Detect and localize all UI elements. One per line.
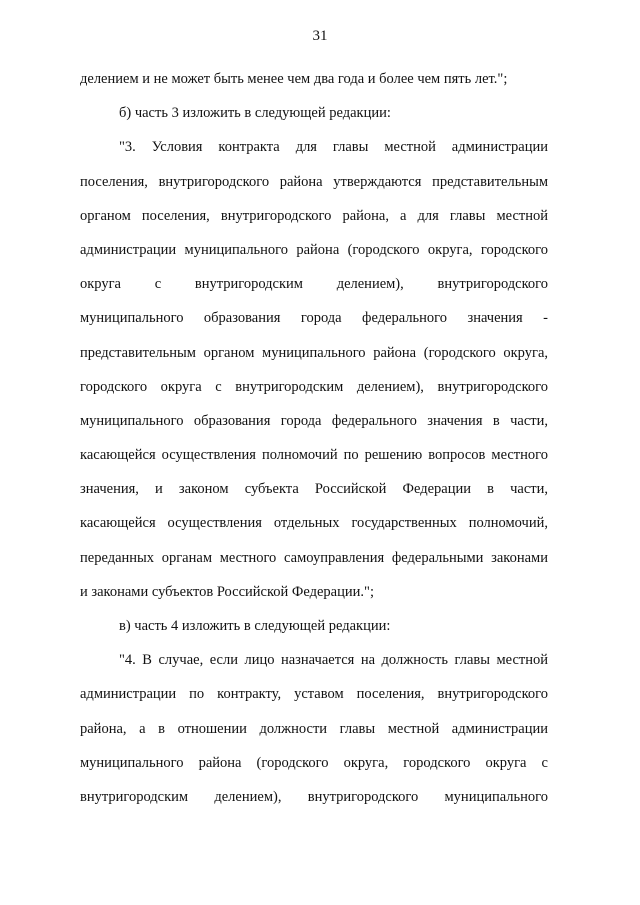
text-line: касающейся осуществления полномочий по решению вопросов местного — [80, 447, 548, 464]
text-line: органом поселения, внутригородского района, а для главы местной — [80, 207, 548, 224]
text-line: администрации по контракту, уставом поселения, внутригородского — [80, 686, 548, 703]
text-line: внутригородским делением), внутригородского муниципального — [80, 788, 548, 805]
text-line: "4. В случае, если лицо назначается на должность главы местной — [119, 652, 548, 669]
text-line: округа с внутригородским делением), внутригородского — [80, 276, 548, 293]
document-body — [80, 62, 548, 814]
text-line: муниципального образования города федерального значения в части, — [80, 412, 548, 429]
text-line: б) часть 3 изложить в следующей редакции: — [119, 105, 391, 122]
text-line: муниципального образования города федерального значения - — [80, 310, 548, 327]
text-line: в) часть 4 изложить в следующей редакции: — [119, 618, 391, 634]
text-line: значения, и законом субъекта Российской Федерации в части, — [80, 481, 548, 498]
text-line: района, а в отношении должности главы местной администрации — [80, 720, 548, 737]
text-line: муниципального района (городского округа, городского округа с — [80, 754, 548, 771]
page-number: 31 — [312, 28, 328, 44]
text-line: переданных органам местного самоуправления федеральными законами — [80, 549, 548, 566]
text-line: представительным органом муниципального района (городского округа, — [80, 344, 548, 361]
text-line: касающейся осуществления отдельных государственных полномочий, — [80, 515, 548, 532]
text-line: администрации муниципального района (городского округа, городского — [80, 241, 548, 258]
text-line: городского округа с внутригородским делением), внутригородского — [80, 378, 548, 395]
text-line: делением и не может быть менее чем два года и более чем пять лет."; — [80, 71, 508, 87]
text-line: "3. Условия контракта для главы местной администрации — [119, 139, 548, 156]
text-line: и законами субъектов Российской Федерации."; — [80, 583, 374, 600]
text-line: поселения, внутригородского района утверждаются представительным — [80, 173, 548, 190]
